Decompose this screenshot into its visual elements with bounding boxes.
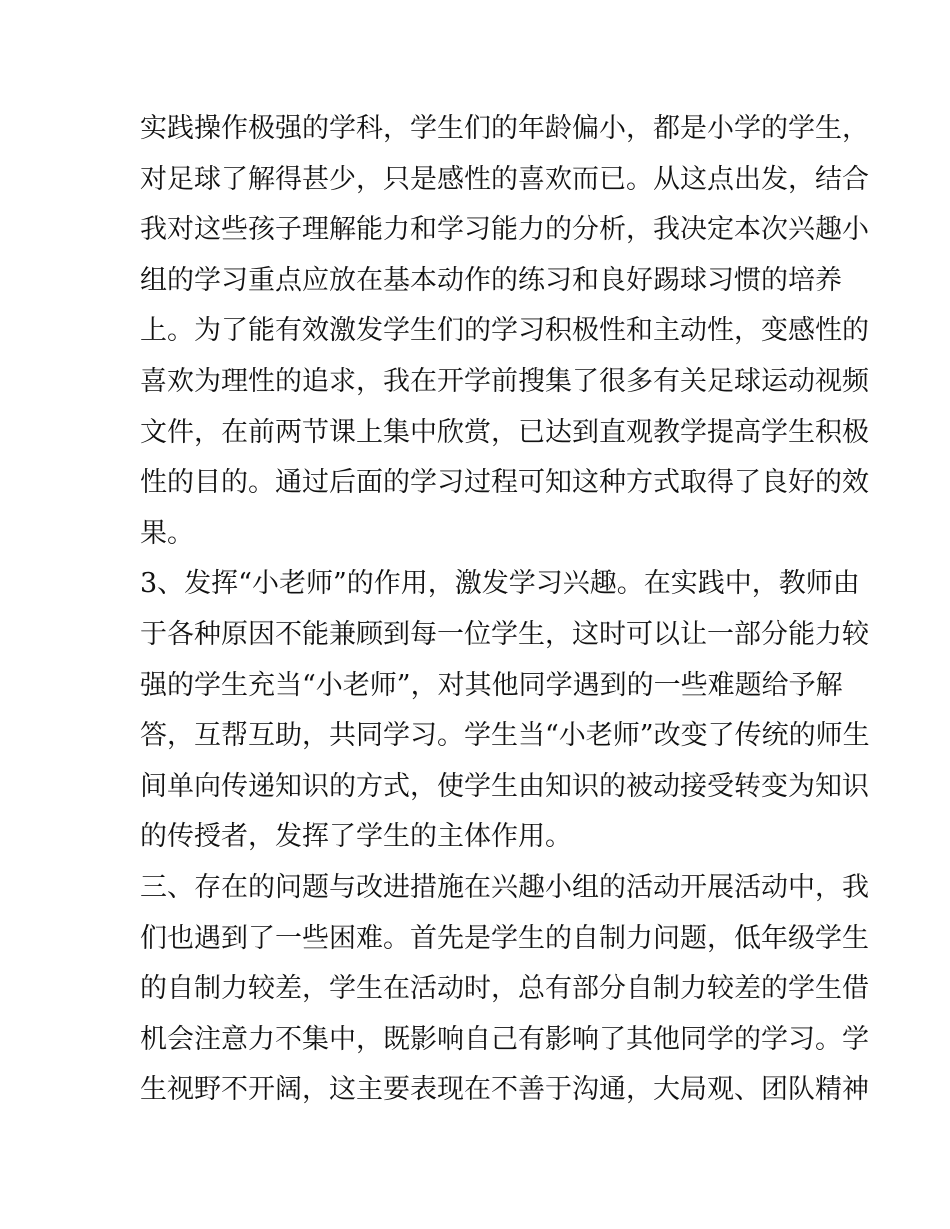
text-line: 实践操作极强的学科，学生们的年龄偏小，都是小学的学生， xyxy=(140,113,869,144)
text-line: 我对这些孩子理解能力和学习能力的分析，我决定本次兴趣小 xyxy=(140,214,869,245)
text-line: 三、存在的问题与改进措施在兴趣小组的活动开展活动中，我 xyxy=(140,872,869,903)
text-line: 对足球了解得甚少，只是感性的喜欢而已。从这点出发，结合 xyxy=(140,164,869,195)
text-line: 的自制力较差，学生在活动时，总有部分自制力较差的学生借 xyxy=(140,973,869,1004)
text-line: 的传授者，发挥了学生的主体作用。 xyxy=(140,821,572,852)
text-line: 喜欢为理性的追求，我在开学前搜集了很多有关足球运动视频 xyxy=(140,366,869,397)
text-line: 机会注意力不集中，既影响自己有影响了其他同学的学习。学 xyxy=(140,1024,869,1055)
text-line: 答，互帮互助，共同学习。学生当“小老师”改变了传统的师生 xyxy=(140,720,870,751)
text-line: 3、发挥“小老师”的作用，激发学习兴趣。在实践中，教师由 xyxy=(140,568,860,599)
text-line: 果。 xyxy=(140,518,194,549)
text-line: 强的学生充当“小老师”，对其他同学遇到的一些难题给予解 xyxy=(140,670,843,701)
text-line: 生视野不开阔，这主要表现在不善于沟通，大局观、团队精神 xyxy=(140,1074,869,1105)
text-line: 组的学习重点应放在基本动作的练习和良好踢球习惯的培养 xyxy=(140,265,842,296)
text-line: 间单向传递知识的方式，使学生由知识的被动接受转变为知识 xyxy=(140,771,869,802)
text-line: 性的目的。通过后面的学习过程可知这种方式取得了良好的效 xyxy=(140,467,869,498)
text-line: 于各种原因不能兼顾到每一位学生，这时可以让一部分能力较 xyxy=(140,619,869,650)
text-line: 文件，在前两节课上集中欣赏，已达到直观教学提高学生积极 xyxy=(140,417,869,448)
text-line: 上。为了能有效激发学生们的学习积极性和主动性，变感性的 xyxy=(140,315,869,346)
text-line: 们也遇到了一些困难。首先是学生的自制力问题，低年级学生 xyxy=(140,923,869,954)
